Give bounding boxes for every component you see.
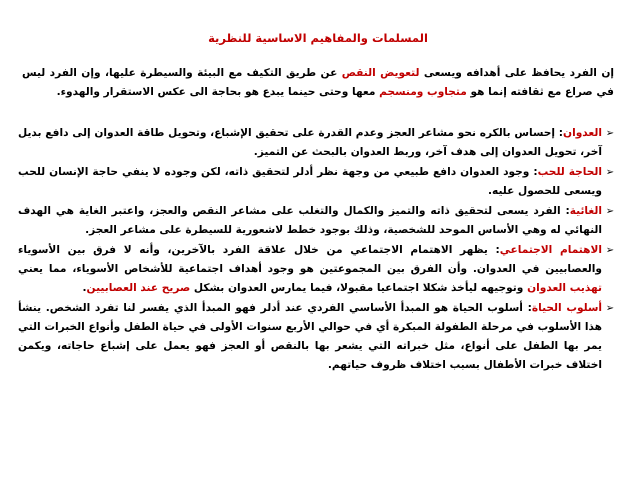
slide <box>18 30 618 376</box>
intro-text-1: إن الفرد يحافظ على أهدافه ويسعى <box>419 67 614 79</box>
concept-text: : إحساس بالكره نحو مشاعر العجز وعدم القدرة على تحقيق الإشباع، وتحويل طاقة العدوان إلى دافع بديل آخر، تحويل العدوان إلى هدف آخر، وربط العدوان بالبحث عن التميز. <box>18 127 602 158</box>
concept-text-middle: وتوجيهه ليأخذ شكلا اجتماعيا مقبولا، فيما يمارس العدوان بشكل <box>190 282 528 294</box>
concept-aggression <box>18 124 618 162</box>
concept-text: : وجود العدوان دافع طبيعي من وجهة نظر أدلر لتحقيق ذاته، لكن وجوده لا ينفي حاجة الإنسان للحب ويسعى للحصول عليه. <box>18 166 602 197</box>
check-arrow-icon: ➢ <box>605 303 615 314</box>
concept-term: الحاجة للحب <box>537 166 602 178</box>
concepts-list <box>18 124 618 375</box>
concept-term: الاهتمام الاجتماعي <box>499 244 602 256</box>
concept-term: الغائية <box>569 205 602 217</box>
check-arrow-icon: ➢ <box>605 206 615 217</box>
concept-highlight-refining-aggression: تهذيب العدوان <box>527 282 602 294</box>
concept-text-after: . <box>82 282 87 294</box>
intro-text-2: عن طريق التكيف مع البيئة والسيطرة عليها، وإن الفرد ليس في صراع مع ثقافته إنما هو <box>22 67 614 98</box>
check-arrow-icon: ➢ <box>605 128 615 139</box>
concept-term: العدوان <box>563 127 602 139</box>
slide-title: المسلمات والمفاهيم الاساسية للنظرية <box>208 31 428 45</box>
intro-highlight-compensation: لتعويض النقص <box>341 67 420 79</box>
check-arrow-icon: ➢ <box>605 245 615 256</box>
intro-paragraph <box>18 64 618 102</box>
concept-need-for-love <box>18 163 618 201</box>
concept-social-interest <box>18 241 618 298</box>
concept-term: أسلوب الحياة <box>531 302 602 314</box>
intro-highlight-harmony: متجاوب ومنسجم <box>379 86 467 98</box>
check-arrow-icon: ➢ <box>605 167 615 178</box>
concept-teleology <box>18 202 618 240</box>
concept-lifestyle <box>18 299 618 375</box>
concept-text-before: : يظهر الاهتمام الاجتماعي من خلال علاقة الفرد بالآخرين، وأنه لا فرق بين الأسوياء والعصابيين في العدوان. وأن الفرق بين المجموعتين هو وجود أهداف اجتماعية للأشخاص الأسوياء، مما يعني <box>18 244 602 275</box>
intro-text-3: معها وحتى حينما يبدع هو بحاجة الى عكس الاستقرار والهدوء. <box>56 86 380 98</box>
concept-text: : أسلوب الحياة هو المبدأ الأساسي الفردي عند أدلر فهو المبدأ الذي يفسر لنا تفرد الشخص. ينشأ هذا الأسلوب في مرحلة الطفولة المبكرة أي في حوالي الأربع سنوات الأولى في حياة الطفل وأنواع الخبرات التي يمر بها الطفل على أنواع، مثل خبراته التي يشعر بها بالنقص أو العجز فهو يعمل على إشباع حاجاته، ويكمن اختلاف خبرات الأطفال بسبب اختلاف ظروف حياتهم. <box>18 302 602 371</box>
concept-highlight-explicit-neurotic: صريح عند العصابيين <box>86 282 191 294</box>
concept-text: : الفرد يسعى لتحقيق ذاته والتميز والكمال والتغلب على مشاعر النقص والعجز، واعتبر الغاية هي الهدف النهائي له وهي الأساس الموحد للشخصية، وذلك بوجود خطط لاشعورية للسيطرة على مشاعر العجز. <box>18 205 602 236</box>
